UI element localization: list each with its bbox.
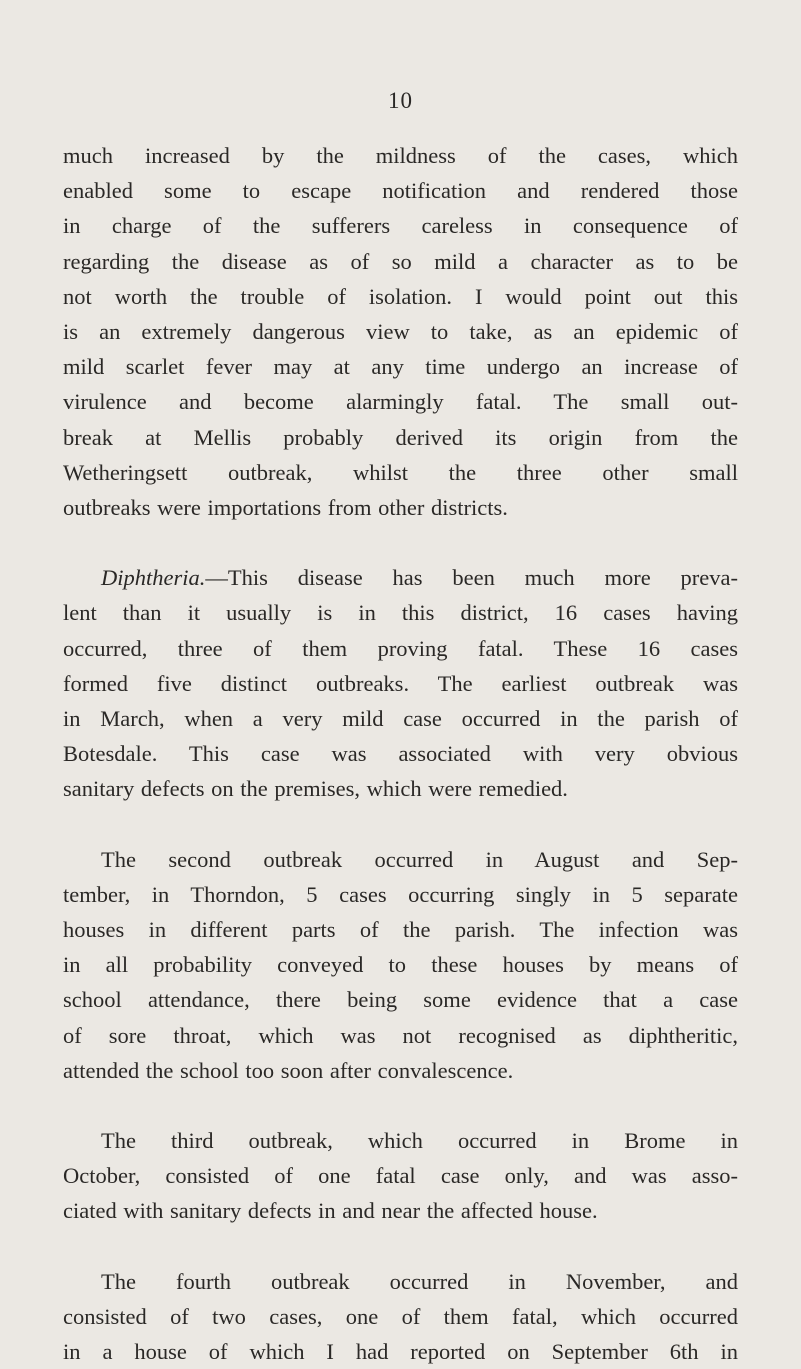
- text-line: Wetheringsett outbreak, whilst the three other small: [63, 459, 738, 485]
- text-line: Botesdale. This case was associated with very obvious: [63, 741, 738, 767]
- text-line: The fourth outbreak occurred in November, and: [101, 1268, 738, 1294]
- text-line: break at Mellis probably derived its origin from the: [63, 424, 738, 450]
- text-line: occurred, three of them proving fatal. These 16 cases: [63, 635, 738, 661]
- text-line: consisted of two cases, one of them fatal, which occurred: [63, 1303, 738, 1329]
- page-number: 10: [388, 88, 413, 113]
- text-line: attended the school too soon after convalescence.: [63, 1057, 514, 1083]
- text-line: enabled some to escape notification and rendered those: [63, 178, 738, 204]
- text-line: in a house of which I had reported on September 6th in: [63, 1339, 738, 1365]
- section-heading-diphtheria: Diphtheria.: [101, 565, 206, 591]
- text-line: tember, in Thorndon, 5 cases occurring singly in 5 separate: [63, 881, 738, 907]
- text-line: sanitary defects on the premises, which were remedied.: [63, 776, 568, 802]
- paragraph-second-outbreak: [63, 842, 738, 1088]
- paragraph-third-outbreak: [63, 1123, 738, 1229]
- text-line: [63, 560, 738, 595]
- page-body: [63, 138, 738, 1369]
- text-line-continuation: —This disease has been much more preva-: [205, 565, 738, 591]
- text-line: ciated with sanitary defects in and near the affected house.: [63, 1198, 598, 1224]
- text-line: houses in different parts of the parish. The infection was: [63, 917, 738, 943]
- text-line: outbreaks were importations from other districts.: [63, 495, 508, 521]
- text-line: in all probability conveyed to these houses by means of: [63, 952, 738, 978]
- text-line: formed five distinct outbreaks. The earliest outbreak was: [63, 670, 738, 696]
- text-line: in charge of the sufferers careless in consequence of: [63, 213, 738, 239]
- text-line: in March, when a very mild case occurred in the parish of: [63, 706, 738, 732]
- paragraph-scarlet-fever: [63, 138, 738, 525]
- text-line: The third outbreak, which occurred in Brome in: [101, 1128, 738, 1154]
- text-line: is an extremely dangerous view to take, as an epidemic of: [63, 319, 738, 345]
- text-line: mild scarlet fever may at any time undergo an increase of: [63, 354, 738, 380]
- text-line: much increased by the mildness of the cases, which: [63, 143, 738, 168]
- text-line: of sore throat, which was not recognised as diphtheritic,: [63, 1022, 738, 1048]
- text-line: The second outbreak occurred in August and Sep-: [101, 846, 738, 872]
- text-line: school attendance, there being some evidence that a case: [63, 987, 738, 1013]
- text-line: not worth the trouble of isolation. I would point out this: [63, 283, 738, 309]
- text-line: October, consisted of one fatal case only, and was asso-: [63, 1163, 738, 1189]
- paragraph-diphtheria: [63, 560, 738, 806]
- paragraph-fourth-outbreak: [63, 1264, 738, 1369]
- text-line: regarding the disease as of so mild a character as to be: [63, 248, 738, 274]
- text-line: virulence and become alarmingly fatal. The small out-: [63, 389, 738, 415]
- text-line: lent than it usually is in this district, 16 cases having: [63, 600, 738, 626]
